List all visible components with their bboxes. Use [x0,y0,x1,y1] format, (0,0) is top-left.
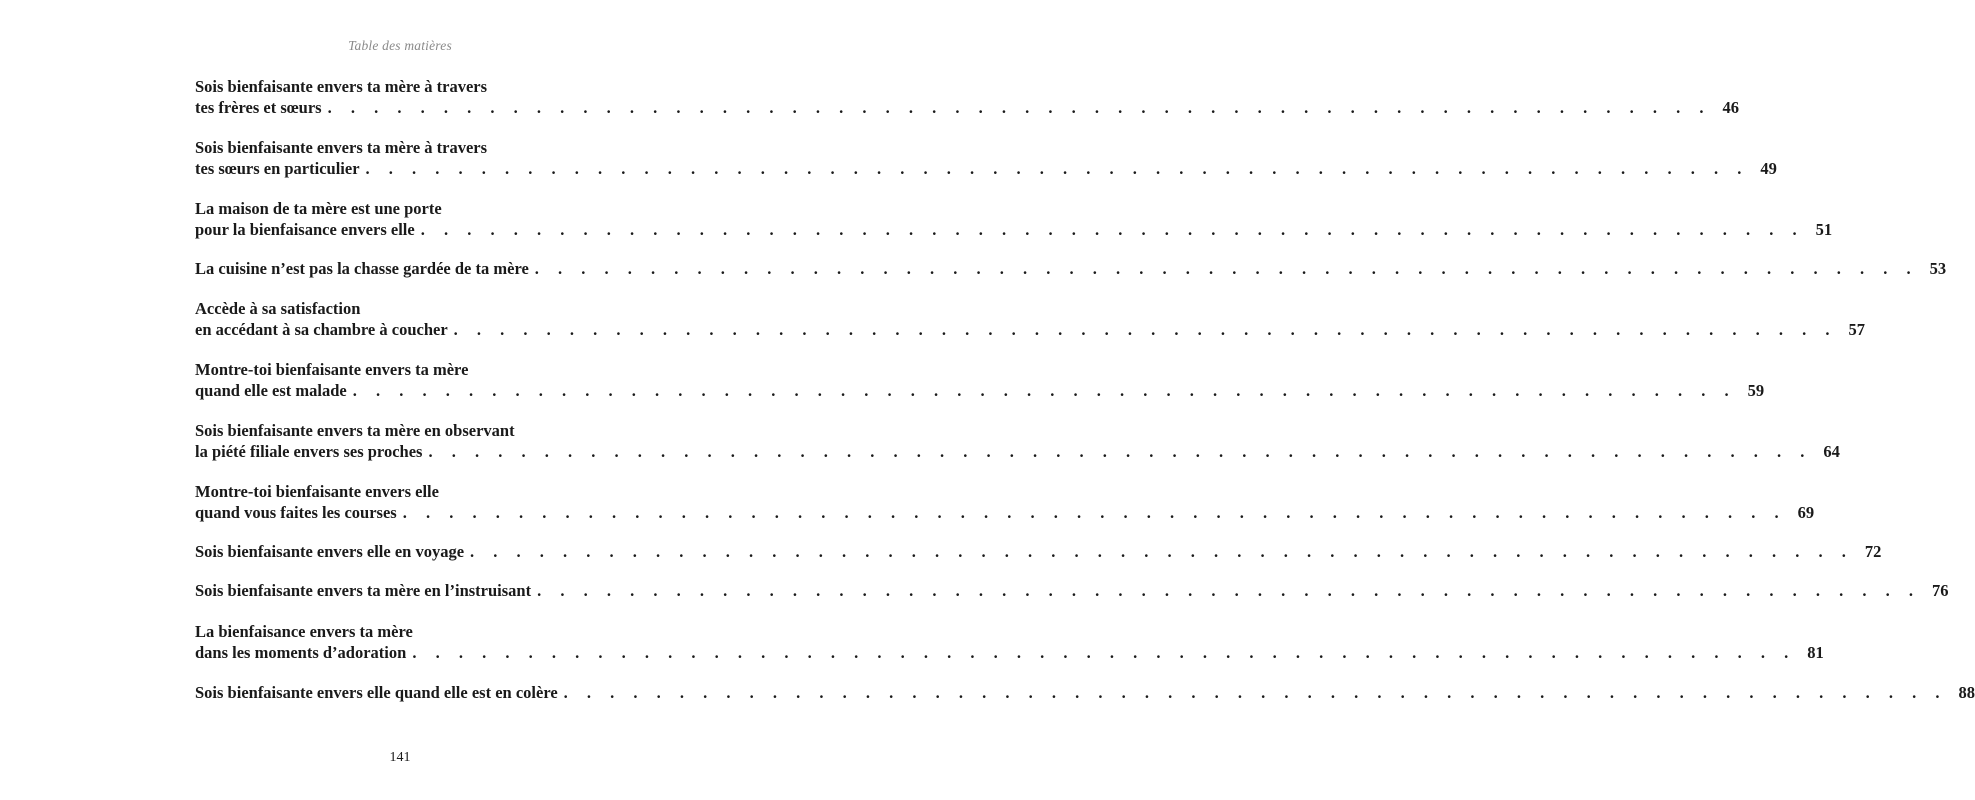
toc-entry-title-line-1 [195,541,1882,562]
toc-entry-title-line-2 [195,97,1739,118]
toc-page-number: 59 [1747,381,1765,400]
toc-entry-title-line-1 [195,198,607,219]
toc-entry-title: Sois bienfaisante envers ta mère en l’instruisant [195,581,532,600]
toc-entry-title: Sois bienfaisante envers ta mère à travers [195,138,488,157]
toc-entry-title: Sois bienfaisante envers elle quand elle est en colère [195,683,558,702]
toc-entry-title: la piété filiale envers ses proches [195,442,423,461]
toc-entry-title: La bienfaisance envers ta mère [195,622,413,641]
toc-entry-title-line-1 [195,137,607,158]
toc-page-number: 46 [1722,98,1739,117]
toc-entry [195,621,1824,663]
toc-entry-title: La cuisine n’est pas la chasse gardée de ta mère [195,259,529,278]
toc-page-number: 57 [1848,320,1866,339]
toc-entry-title: dans les moments d’adoration [195,643,407,662]
page-number: 141 [389,750,411,765]
toc-entry-title-line-2 [195,380,1765,401]
toc-entry-title: tes sœurs en particulier [195,159,360,178]
toc-entry-title-line-2 [195,441,1840,462]
toc-entry-title-line-1 [195,258,1947,279]
toc-page-number: 81 [1807,643,1824,662]
toc-entry-title: Montre-toi bienfaisante envers elle [195,482,439,501]
toc-page-number: 88 [1958,683,1975,702]
toc-entry-title: pour la bienfaisance envers elle [195,220,415,239]
dot-leader: . . . . . . . . . . . . . . . . . . . . . . . . . . . . . . . . . . . . . . . . . . . . . . . . . . . . . . . . . . . . [453,320,1838,339]
dot-leader: . . . . . . . . . . . . . . . . . . . . . . . . . . . . . . . . . . . . . . . . . . . . . . . . . . . . . . . . . . . . [534,259,1919,278]
toc-entry-title: Sois bienfaisante envers ta mère en observant [195,421,515,440]
toc-page-number: 49 [1760,159,1777,178]
toc-entry-title-line-1 [195,481,607,502]
toc-entry-title: Montre-toi bienfaisante envers ta mère [195,360,469,379]
toc-entry-title-line-2 [195,502,1815,523]
dot-leader: . . . . . . . . . . . . . . . . . . . . . . . . . . . . . . . . . . . . . . . . . . . . . . . . . . . . . . . . . . . . [420,220,1805,239]
toc-entry-title: quand vous faites les courses [195,503,397,522]
dot-leader: . . . . . . . . . . . . . . . . . . . . . . . . . . . . . . . . . . . . . . . . . . . . . . . . . . . . . . . . . . . . [402,503,1787,522]
dot-leader: . . . . . . . . . . . . . . . . . . . . . . . . . . . . . . . . . . . . . . . . . . . . . . . . . . . . . . . . . . . . [327,98,1711,117]
toc-entry-title: Sois bienfaisante envers elle en voyage [195,542,465,561]
toc-entry-title-line-1 [195,621,607,642]
dot-leader: . . . . . . . . . . . . . . . . . . . . . . . . . . . . . . . . . . . . . . . . . . . . . . . . . . . . . . . . . . . . [537,581,1921,600]
dot-leader: . . . . . . . . . . . . . . . . . . . . . . . . . . . . . . . . . . . . . . . . . . . . . . . . . . . . . . . . . . . . [563,683,1948,702]
dot-leader: . . . . . . . . . . . . . . . . . . . . . . . . . . . . . . . . . . . . . . . . . . . . . . . . . . . . . . . . . . . . [428,442,1812,461]
toc-page-number: 51 [1815,220,1833,239]
toc-entry [195,420,1840,462]
toc-entry-title-line-1 [195,580,1949,601]
toc-entry [195,198,1833,240]
toc-entry-title-line-1 [195,298,607,319]
toc-entry-title-line-2 [195,319,1866,340]
toc-page-number: 76 [1931,581,1949,600]
toc-entry-title-line-1 [195,682,1975,703]
dot-leader: . . . . . . . . . . . . . . . . . . . . . . . . . . . . . . . . . . . . . . . . . . . . . . . . . . . . . . . . . . . . [470,542,1854,561]
toc-entry [195,76,1739,118]
toc-page-number: 53 [1929,259,1947,278]
dot-leader: . . . . . . . . . . . . . . . . . . . . . . . . . . . . . . . . . . . . . . . . . . . . . . . . . . . . . . . . . . . . [412,643,1796,662]
toc-page-number: 64 [1823,442,1840,461]
toc-entry-title: Accède à sa satisfaction [195,299,361,318]
dot-leader: . . . . . . . . . . . . . . . . . . . . . . . . . . . . . . . . . . . . . . . . . . . . . . . . . . . . . . . . . . . . [365,159,1749,178]
toc-entry-title-line-2 [195,642,1824,663]
running-header: Table des matières [348,38,452,53]
toc-entry-title: tes frères et sœurs [195,98,322,117]
toc-entry [195,258,1947,279]
toc-entry [195,481,1815,523]
toc-entry-title-line-1 [195,359,607,380]
toc-entry-title-line-1 [195,420,607,441]
toc-entry-title-line-2 [195,158,1777,179]
toc-entry [195,137,1777,179]
toc-entry [195,359,1765,401]
toc-page-number: 69 [1797,503,1815,522]
toc-entry-title-line-2 [195,219,1833,240]
toc-entry-title: en accédant à sa chambre à coucher [195,320,448,339]
dot-leader: . . . . . . . . . . . . . . . . . . . . . . . . . . . . . . . . . . . . . . . . . . . . . . . . . . . . . . . . . . . . [352,381,1737,400]
toc-page-number: 72 [1864,542,1882,561]
toc-entry-title: quand elle est malade [195,381,347,400]
toc-entry [195,682,1975,703]
toc-entry [195,541,1882,562]
toc-entry [195,580,1949,601]
toc-entry [195,298,1866,340]
toc-entry-title-line-1 [195,76,607,97]
toc-entry-title: La maison de ta mère est une porte [195,199,442,218]
toc-entry-title: Sois bienfaisante envers ta mère à travers [195,77,488,96]
